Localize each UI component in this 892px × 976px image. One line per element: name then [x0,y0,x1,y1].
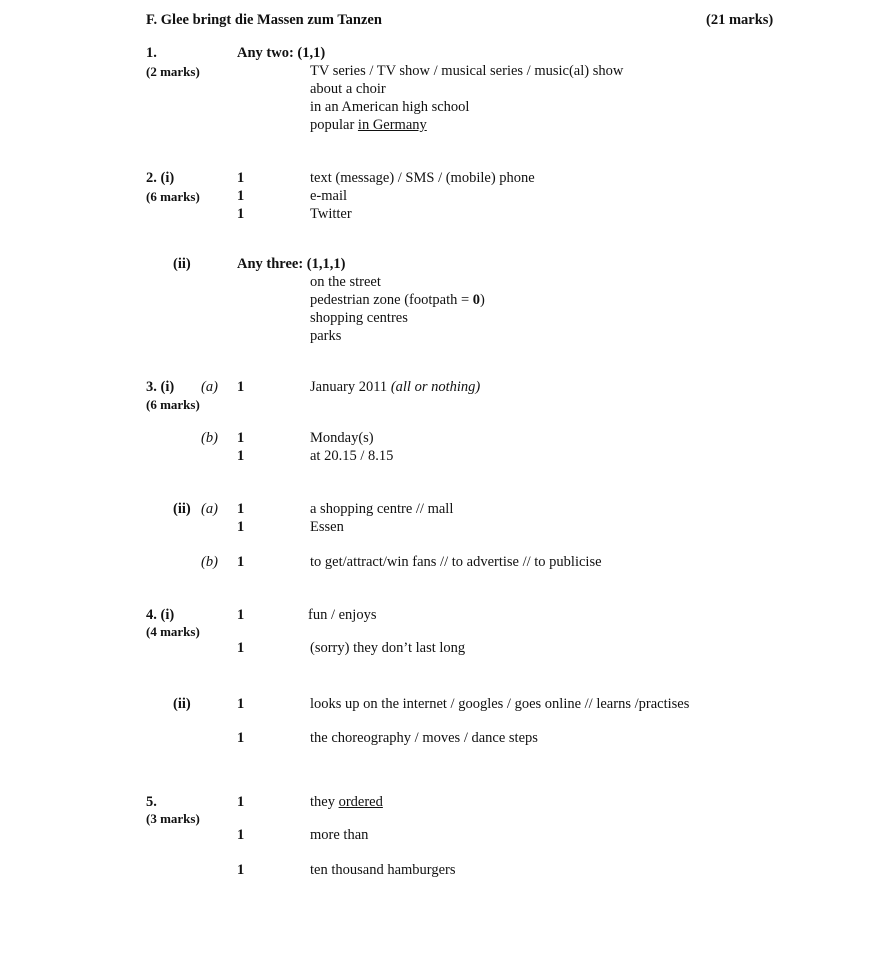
q1-number: 1. [146,45,157,61]
q3-ib-point-1: 1 [237,430,245,446]
q5-answer-1-prefix: they [310,794,339,810]
q2-i-answer-2: e-mail [310,188,348,204]
q1-answer-4-prefix: popular [310,117,358,133]
q2-ii-label: (ii) [173,256,191,272]
q4-marks: (4 marks) [146,624,200,639]
q3-ia-note: (all or nothing) [390,379,481,395]
q1-answer-3: in an American high school [310,99,470,115]
q2-i-answer-3: Twitter [310,206,352,222]
q5-answer-1-underlined: ordered [338,794,383,810]
q4-ii-point-2: 1 [237,730,245,746]
q3-ib-answer-1: Monday(s) [310,430,374,446]
q3-ib-answer-2: at 20.15 / 8.15 [310,448,394,464]
q5-answer-3: ten thousand hamburgers [310,862,456,878]
q3-iib-answer: to get/attract/win fans // to advertise // to publicise [310,554,602,570]
q2-ii-answer-4: parks [310,328,342,344]
q3-iia-label: (a) [201,501,218,517]
q4-ii-label: (ii) [173,696,191,712]
q5-point-1: 1 [237,794,245,810]
q5-answer-1 [310,793,383,811]
q2-ii-instruction: Any three: (1,1,1) [237,256,346,272]
q1-instruction: Any two: (1,1) [237,45,326,61]
q4-i-answer-2: (sorry) they don’t last long [310,640,466,656]
q3-iib-point: 1 [237,554,245,570]
q2-ii-answer-2-bold: 0 [472,292,481,308]
q3-iia-point-2: 1 [237,519,245,535]
q4-i-point-2: 1 [237,640,245,656]
q5-point-2: 1 [237,827,245,843]
q4-i-answer-1: fun / enjoys [308,607,377,623]
q5-answer-2: more than [310,827,369,843]
q3-ia-answer-text: January 2011 [310,379,388,395]
q2-i-answer-1: text (message) / SMS / (mobile) phone [310,170,535,186]
q2-i-point-2: 1 [237,188,245,204]
q4-i-point-1: 1 [237,607,245,623]
q3-iia-answer-2: Essen [310,519,344,535]
q2-i-point-1: 1 [237,170,245,186]
q4-ii-answer-1: looks up on the internet / googles / goes online // learns /practises [310,696,690,712]
q5-point-3: 1 [237,862,245,878]
q1-answer-4 [310,116,427,134]
q2-ii-answer-1: on the street [310,274,381,290]
q3-ii-label: (ii) [173,501,191,517]
q4-ii-point-1: 1 [237,696,245,712]
q4-ii-answer-2: the choreography / moves / dance steps [310,730,538,746]
q1-answer-1: TV series / TV show / musical series / music(al) show [310,63,624,79]
q5-number: 5. [146,794,157,810]
q2-ii-answer-3: shopping centres [310,310,408,326]
q3-iia-answer-1: a shopping centre // mall [310,501,454,517]
q1-answer-2: about a choir [310,81,386,97]
q3-number: 3. (i) [146,379,175,395]
q4-number: 4. (i) [146,607,175,623]
q2-ii-answer-2-prefix: pedestrian zone (footpath = [310,292,473,308]
q2-ii-answer-2 [310,291,485,309]
q2-ii-answer-2-suffix: ) [480,292,485,308]
q1-marks: (2 marks) [146,64,200,79]
q5-marks: (3 marks) [146,811,200,826]
q3-ib-point-2: 1 [237,448,245,464]
q3-iia-point-1: 1 [237,501,245,517]
q3-marks: (6 marks) [146,397,200,412]
q2-i-point-3: 1 [237,206,245,222]
q3-ia-label: (a) [201,379,218,395]
section-total-marks: (21 marks) [706,12,774,28]
q1-answer-4-underlined: in Germany [357,117,427,133]
q3-ib-label: (b) [201,430,218,446]
q3-ia-point: 1 [237,379,245,395]
q3-iib-label: (b) [201,554,218,570]
section-title: F. Glee bringt die Massen zum Tanzen [146,12,382,28]
q2-marks: (6 marks) [146,189,200,204]
q3-ia-answer [310,378,480,396]
q2-number: 2. (i) [146,170,175,186]
